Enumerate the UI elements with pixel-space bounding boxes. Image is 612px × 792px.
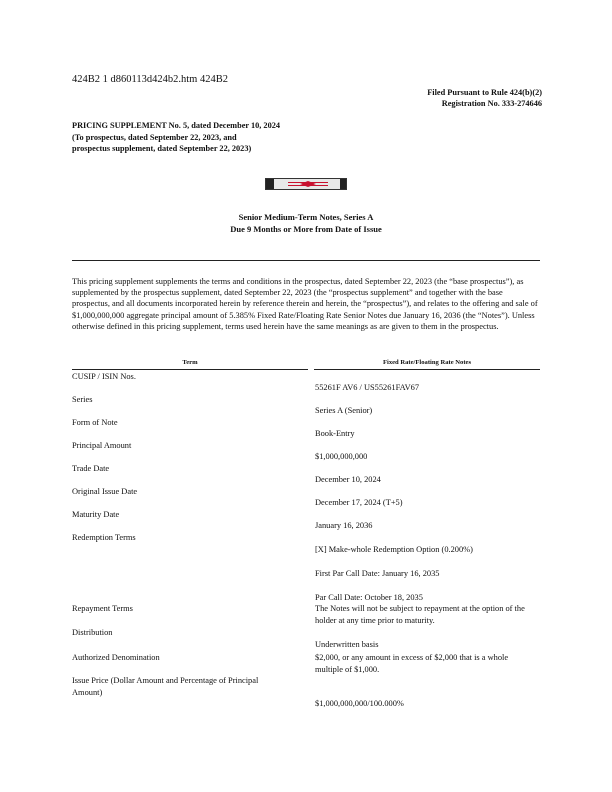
term-form-of-note: Form of Note <box>72 418 118 427</box>
term-issue-price: Issue Price (Dollar Amount and Percentage of Principal Amount) <box>72 676 259 697</box>
document-id: 424B2 1 d860113d424b2.htm 424B2 <box>72 74 228 85</box>
pricing-supplement-heading <box>72 120 280 155</box>
column-header-notes: Fixed Rate/Floating Rate Notes <box>382 359 472 366</box>
notes-title <box>0 212 612 235</box>
header-rule-notes <box>314 369 540 370</box>
value-par-call-date: Par Call Date: October 18, 2035 <box>315 593 423 602</box>
value-principal-amount: $1,000,000,000 <box>315 452 368 461</box>
term-authorized-denomination: Authorized Denomination <box>72 653 160 662</box>
registration-number: Registration No. 333-274646 <box>441 99 542 108</box>
issuer-logo <box>265 178 347 190</box>
filing-info <box>427 87 542 109</box>
value-original-issue-date: December 17, 2024 (T+5) <box>315 498 403 507</box>
value-distribution: Underwritten basis <box>315 640 379 649</box>
logo-right-cap <box>340 179 346 189</box>
value-repayment-terms: The Notes will not be subject to repayment at the option of the holder at any time prior to maturity. <box>315 604 525 625</box>
term-redemption-terms: Redemption Terms <box>72 533 136 542</box>
value-authorized-denomination: $2,000, or any amount in excess of $2,000 that is a whole multiple of $1,000. <box>315 653 509 674</box>
term-cusip: CUSIP / ISIN Nos. <box>72 372 136 381</box>
section-divider <box>72 260 540 261</box>
notes-title-line-2: Due 9 Months or More from Date of Issue <box>230 223 382 234</box>
supplement-line-2: (To prospectus, dated September 22, 2023, and <box>72 132 237 142</box>
value-maturity-date: January 16, 2036 <box>315 521 373 530</box>
value-trade-date: December 10, 2024 <box>315 475 381 484</box>
filed-rule-line: Filed Pursuant to Rule 424(b)(2) <box>427 88 542 97</box>
term-maturity-date: Maturity Date <box>72 510 120 519</box>
term-series: Series <box>72 395 93 404</box>
value-cusip: 55261F AV6 / US55261FAV67 <box>315 383 420 392</box>
column-header-term: Term <box>182 359 198 366</box>
notes-title-line-1: Senior Medium-Term Notes, Series A <box>238 212 374 222</box>
value-series: Series A (Senior) <box>315 406 373 415</box>
term-original-issue-date: Original Issue Date <box>72 487 138 496</box>
term-principal-amount: Principal Amount <box>72 441 132 450</box>
intro-paragraph: This pricing supplement supplements the terms and conditions in the prospectus, dated September 22, 2023 (the “base prospectus”), as supplemented by the prospectus supplement, dated September 22, 2023 (the “prospectus supplement” and together with the base prospectus, and all documents incorporated herein by reference therein and herein, the “prospectus”), and relates to the offering and sale of $1,000,000,000 aggregate principal amount of 5.385% Fixed Rate/Floating Rate Senior Notes due January 16, 2036 (the “Notes”). Unless otherwise defined in this pricing supplement, terms used herein have the same meanings as are given to them in the prospectus. <box>72 277 538 331</box>
value-first-par-call-date: First Par Call Date: January 16, 2035 <box>315 569 440 578</box>
logo-mark-icon <box>286 180 330 188</box>
value-form-of-note: Book-Entry <box>315 429 355 438</box>
header-rule-term <box>72 369 308 370</box>
value-issue-price: $1,000,000,000/100.000% <box>315 699 404 708</box>
supplement-line-1: PRICING SUPPLEMENT No. 5, dated December 10, 2024 <box>72 121 281 130</box>
supplement-line-3: prospectus supplement, dated September 22, 2023) <box>72 144 252 153</box>
term-distribution: Distribution <box>72 628 113 637</box>
term-trade-date: Trade Date <box>72 464 110 473</box>
value-make-whole-redemption: [X] Make-whole Redemption Option (0.200%) <box>315 545 473 554</box>
logo-left-cap <box>266 179 274 189</box>
term-repayment-terms: Repayment Terms <box>72 604 133 613</box>
